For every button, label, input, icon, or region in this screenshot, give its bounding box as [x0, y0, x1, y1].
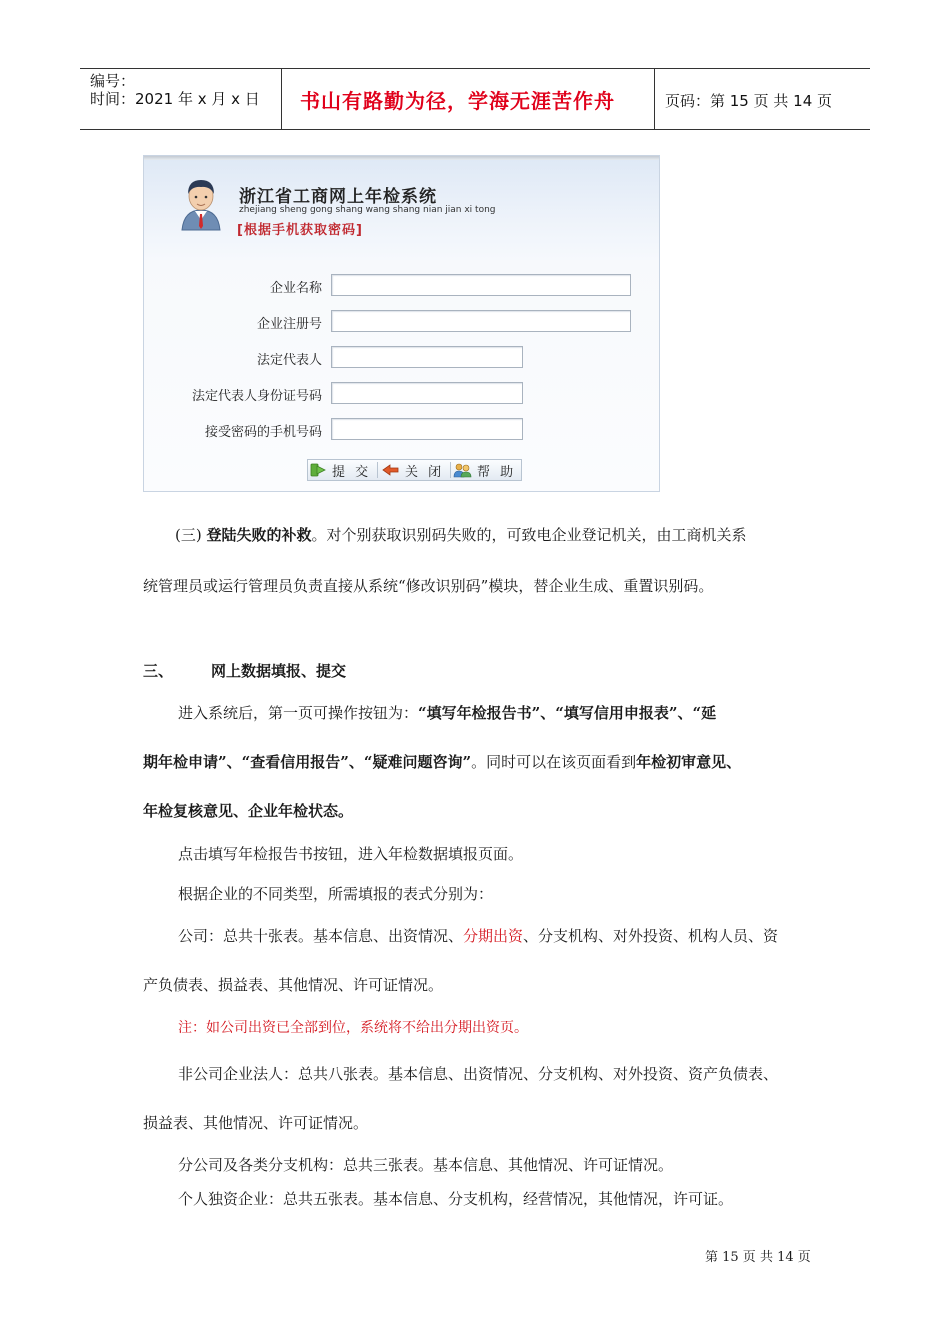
help-people-icon — [453, 462, 473, 478]
paragraph-login-failure — [175, 525, 747, 545]
button-separator — [450, 462, 451, 478]
company-name-input[interactable] — [331, 274, 631, 296]
field-label-legal-representative: 法定代表人 — [256, 353, 322, 368]
paragraph-sole-proprietorship: 个人独资企业：总共五张表。基本信息、分支机构，经营情况，其他情况，许可证。 — [178, 1190, 734, 1208]
paragraph-non-company-line2: 损益表、其他情况、许可证情况。 — [143, 1114, 369, 1132]
bold-run: 年检初审意见、 — [636, 753, 742, 771]
system-pinyin: zhejiang sheng gong shang wang shang nian jian xi tong — [239, 205, 496, 215]
paragraph-buttons-line1 — [178, 703, 716, 723]
red-run: 分期出资 — [463, 927, 524, 945]
paragraph-buttons-line2 — [143, 752, 741, 772]
bold-run: 期年检申请”、“查看信用报告”、“疑难问题咨询” — [143, 753, 472, 771]
header-page: 页码：第 15 页 共 14 页 — [665, 92, 833, 110]
submit-button[interactable] — [310, 460, 371, 480]
system-title: 浙江省工商网上年检系统 — [239, 187, 437, 207]
close-label: 关 闭 — [405, 464, 445, 480]
field-label-registration-number: 企业注册号 — [256, 317, 322, 332]
field-label-company-name: 企业名称 — [269, 281, 322, 296]
text-run: 。同时可以在该页面看到 — [471, 753, 637, 771]
text-run: 、分支机构、对外投资、机构人员、资 — [523, 927, 779, 945]
id-number-input[interactable] — [331, 382, 523, 404]
registration-number-input[interactable] — [331, 310, 631, 332]
field-label-phone-number: 接受密码的手机号码 — [204, 425, 322, 440]
section-3-number: 三、 — [143, 662, 174, 680]
section-3-title: 网上数据填报、提交 — [211, 662, 347, 680]
paragraph-click-report: 点击填写年检报告书按钮，进入年检数据填报页面。 — [178, 845, 524, 863]
form-button-bar — [307, 459, 522, 481]
footer-page-number: 第 15 页 共 14 页 — [705, 1250, 811, 1265]
note-installment: 注：如公司出资已全部到位，系统将不给出分期出资页。 — [178, 1020, 528, 1036]
text-run: 。对个别获取识别码失败的，可致电企业登记机关，由工商机关系 — [311, 526, 747, 544]
field-label-id-number: 法定代表人身份证号码 — [191, 389, 322, 404]
paragraph-non-company: 非公司企业法人：总共八张表。基本信息、出资情况、分支机构、对外投资、资产负债表、 — [178, 1065, 779, 1083]
paragraph-branch: 分公司及各类分支机构：总共三张表。基本信息、其他情况、许可证情况。 — [178, 1156, 674, 1174]
user-avatar-icon — [176, 174, 226, 232]
paragraph-company — [178, 926, 778, 946]
login-form-screenshot — [143, 155, 660, 492]
header-number: 编号： — [90, 72, 136, 90]
bold-heading: 登陆失败的补救 — [206, 526, 312, 544]
paragraph-login-failure-line2: 统管理员或运行管理员负责直接从系统“修改识别码”模块，替企业生成、重置识别码。 — [143, 577, 714, 595]
close-arrow-icon — [381, 462, 401, 478]
help-label: 帮 助 — [477, 464, 517, 480]
header-divider — [281, 69, 282, 129]
paragraph-buttons-line3: 年检复核意见、企业年检状态。 — [143, 802, 354, 820]
system-subtitle: [根据手机获取密码] — [237, 223, 363, 238]
help-button[interactable] — [453, 460, 516, 480]
page-header — [80, 68, 870, 130]
submit-arrow-icon — [310, 462, 328, 478]
button-separator — [377, 462, 378, 478]
header-motto: 书山有路勤为径，学海无涯苦作舟 — [300, 89, 615, 113]
text-run: 进入系统后，第一页可操作按钮为： — [178, 704, 419, 722]
paragraph-company-line2: 产负债表、损益表、其他情况、许可证情况。 — [143, 976, 444, 994]
header-time: 时间：2021 年 x 月 x 日 — [90, 90, 260, 108]
close-button[interactable] — [381, 460, 444, 480]
section-number: (三) — [175, 526, 207, 544]
text-run: 公司：总共十张表。基本信息、出资情况、 — [178, 927, 464, 945]
header-divider — [654, 69, 655, 129]
legal-representative-input[interactable] — [331, 346, 523, 368]
paragraph-form-types: 根据企业的不同类型，所需填报的表式分别为： — [178, 885, 494, 903]
phone-number-input[interactable] — [331, 418, 523, 440]
submit-label: 提 交 — [332, 464, 372, 480]
bold-run: “填写年检报告书”、“填写信用申报表”、“延 — [418, 704, 717, 722]
